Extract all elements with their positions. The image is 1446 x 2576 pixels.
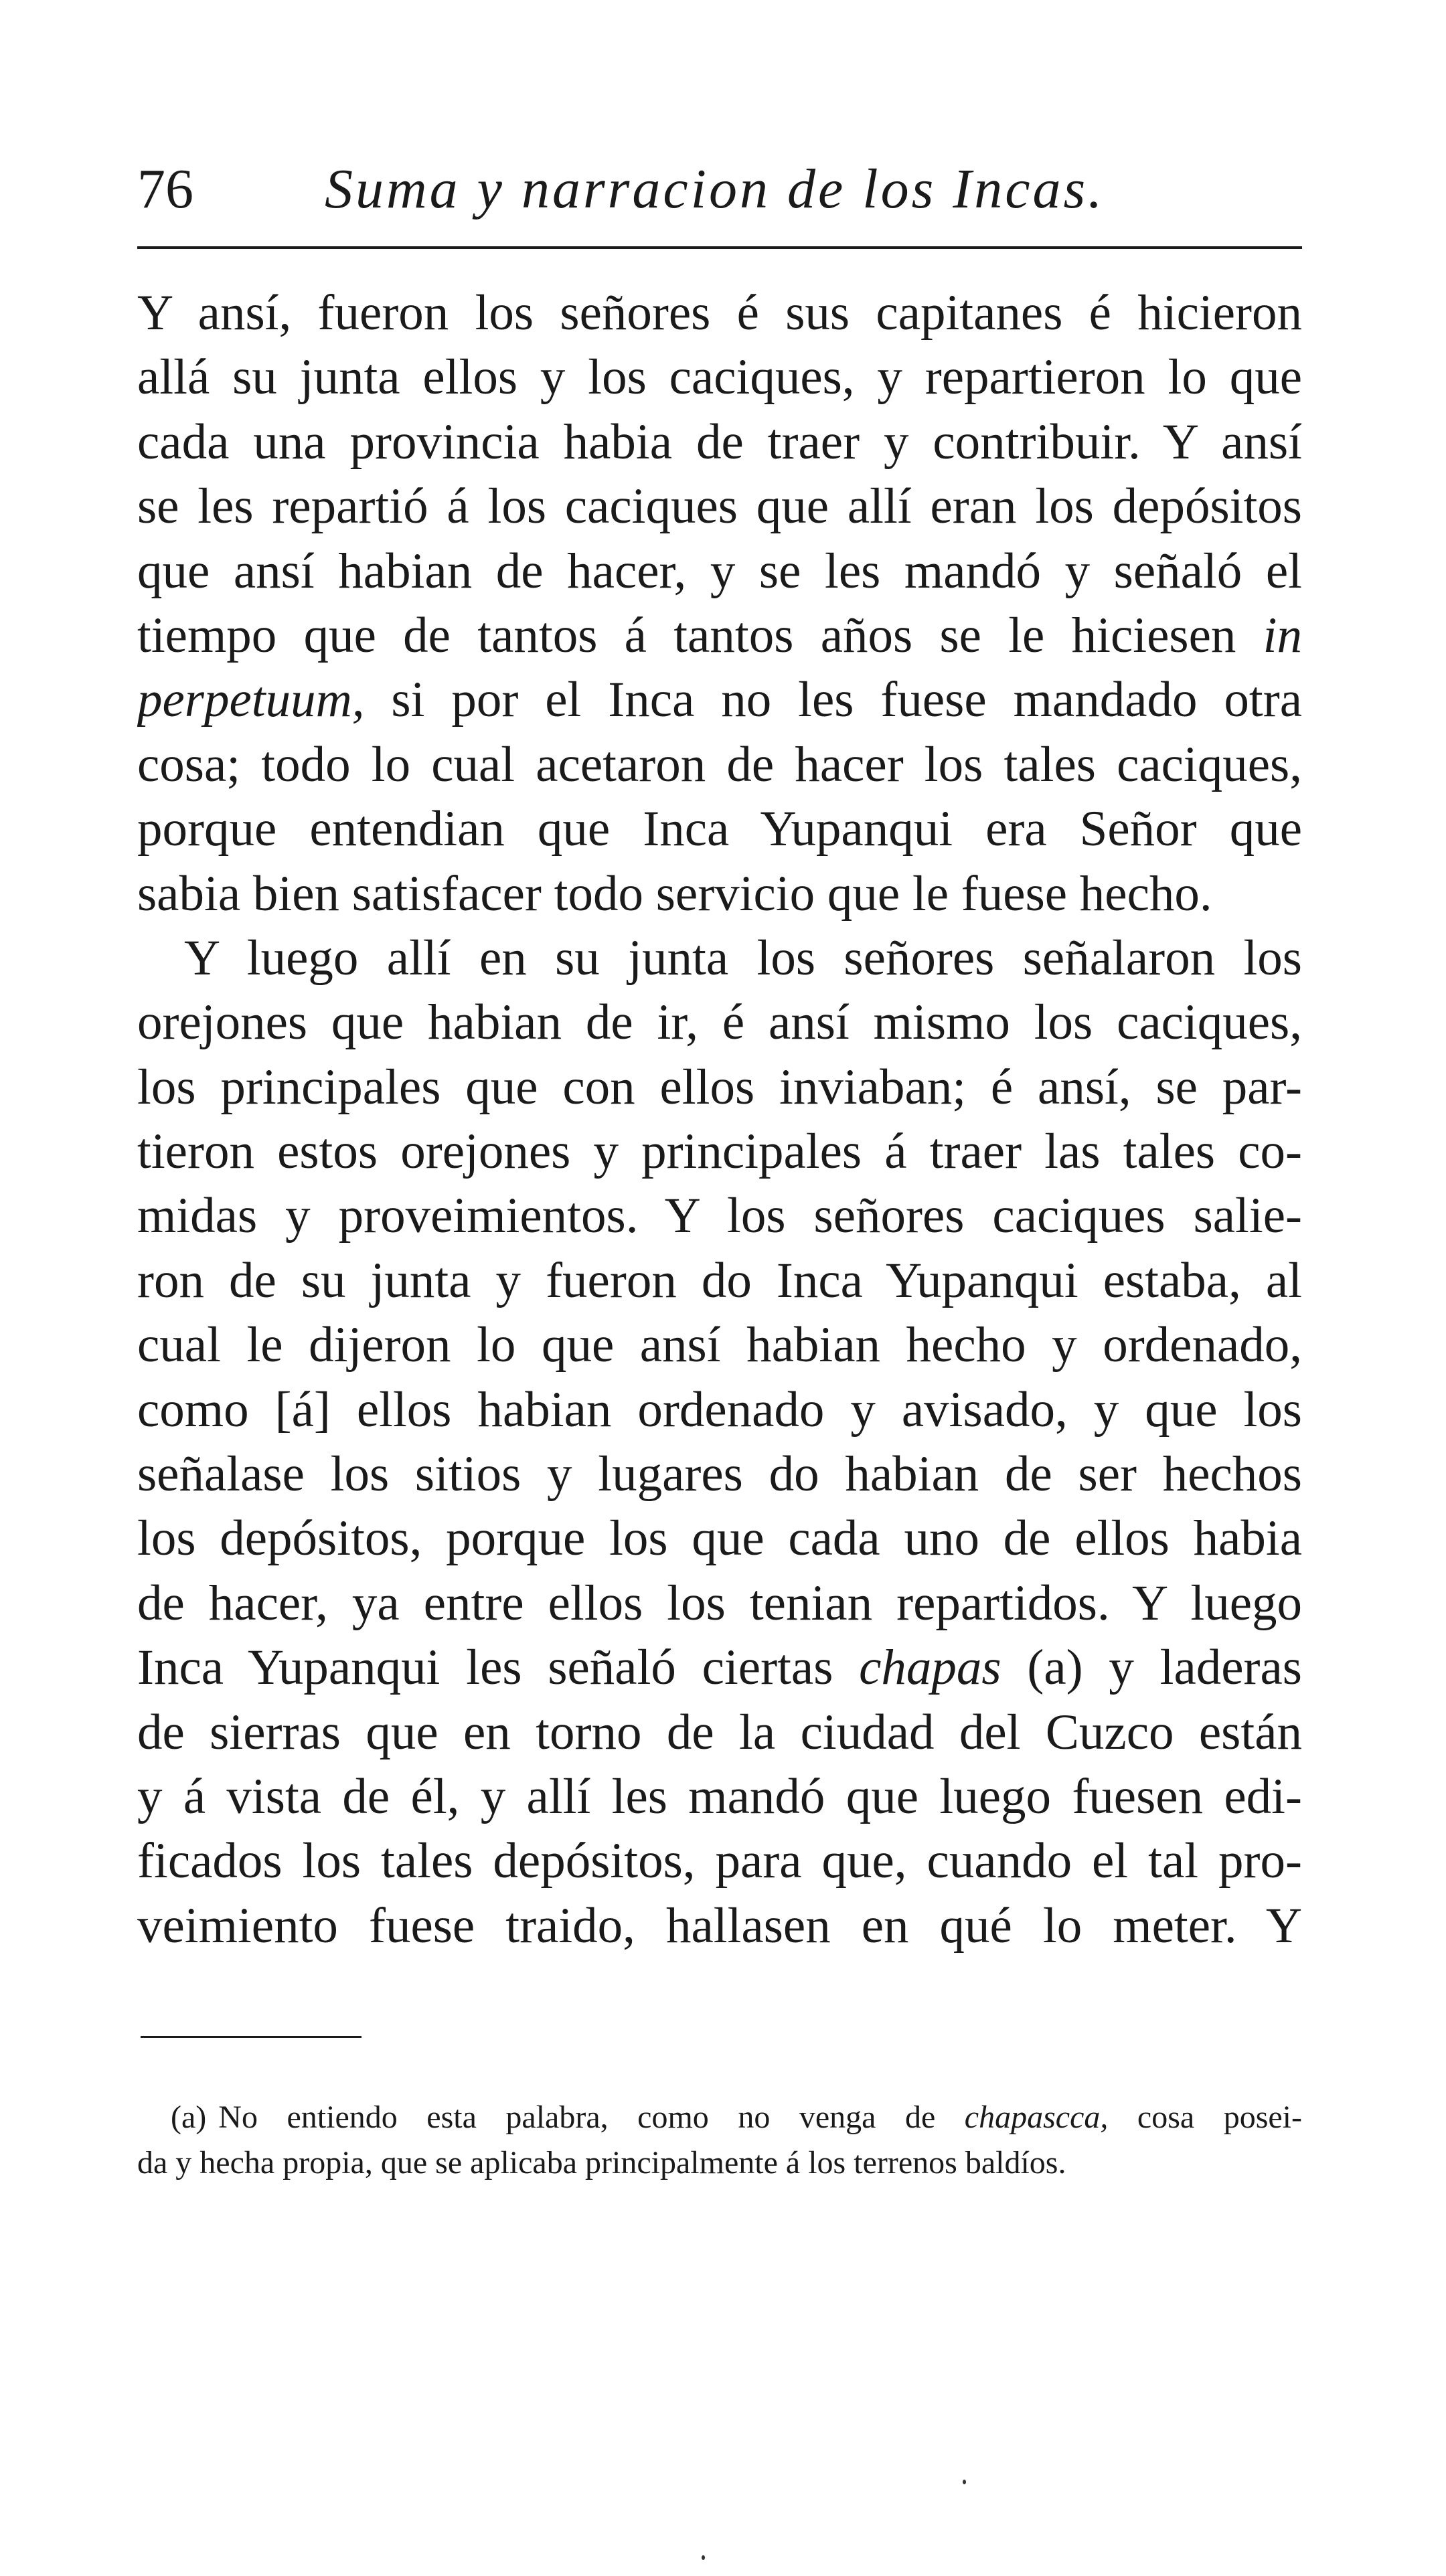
text-line: de hacer, ya entre ellos los tenian repartidos. Y luego [137,1575,1302,1631]
italic-text: perpetuum, [137,672,365,728]
text-line: como [á] ellos habian ordenado y avisado, y que los [137,1381,1302,1438]
text-line: sabia bien satisfacer todo servicio que le fuese hecho. [137,865,1212,922]
text-line: señalase los sitios y lugares do habian de ser hechos [137,1446,1302,1502]
text-line: Y luego allí en su junta los señores señalaron los [184,930,1302,986]
text-segment: si por el Inca no les fuese mandado otra [364,672,1302,728]
text-line: cada una provincia habia de traer y contribuir. Y ansí [137,414,1302,470]
text-segment: Inca Yupanqui les señaló ciertas [137,1640,860,1696]
print-speck [702,2555,705,2560]
running-title: Suma y narracion de los Incas. [325,158,1105,220]
text-segment: tiempo que de tantos á tantos años se le hiciesen [137,607,1263,663]
text-segment: No entiendo esta palabra, como no venga de [218,2099,965,2135]
text-line [137,604,1302,668]
text-line: de sierras que en torno de la ciudad del Cuzco están [137,1704,1302,1760]
header-rule [137,246,1302,249]
text-line: que ansí habian de hacer, y se les mandó y señaló el [137,543,1302,599]
text-segment: (a) y laderas [1001,1640,1302,1696]
text-line: cual le dijeron lo que ansí habian hecho y ordenado, [137,1317,1302,1373]
text-line: veimiento fuese traido, hallasen en qué lo meter. Y [137,1897,1302,1954]
text-line: tieron estos orejones y principales á traer las tales co- [137,1124,1302,1180]
text-line: se les repartió á los caciques que allí eran los depósitos [137,479,1302,535]
italic-text: chapascca, [964,2099,1109,2135]
page-number: 76 [137,158,193,220]
italic-text: chapas [859,1640,1001,1696]
footnote-line [137,2095,1302,2140]
running-head [137,153,1302,226]
footnote-marker: (a) [171,2099,207,2135]
print-speck [963,2480,966,2484]
text-line: ron de su junta y fueron do Inca Yupanqui estaba, al [137,1252,1302,1308]
footnote [137,2095,1302,2186]
body-text [137,281,1302,1958]
text-line: midas y proveimientos. Y los señores caciques salie- [137,1188,1302,1244]
text-segment: cosa posei- [1108,2099,1303,2135]
text-line [137,668,1302,732]
text-line: los principales que con ellos inviaban; é ansí, se par- [137,1059,1302,1115]
footnote-rule [141,2036,362,2038]
footnote-line: da y hecha propia, que se aplicaba principalmente á los terrenos baldíos. [137,2145,1066,2180]
text-line: porque entendian que Inca Yupanqui era Señor que [137,801,1302,857]
text-line [137,1636,1302,1700]
text-line: ficados los tales depósitos, para que, cuando el tal pro- [137,1833,1302,1889]
text-line: los depósitos, porque los que cada uno de ellos habia [137,1511,1302,1567]
text-line: cosa; todo lo cual acetaron de hacer los tales caciques, [137,736,1302,792]
text-line: orejones que habian de ir, é ansí mismo los caciques, [137,995,1302,1051]
text-line: allá su junta ellos y los caciques, y repartieron lo que [137,349,1302,406]
text-line: Y ansí, fueron los señores é sus capitanes é hicieron [137,285,1302,341]
italic-text: in [1263,607,1302,663]
text-line: y á vista de él, y allí les mandó que luego fuesen edi- [137,1768,1302,1824]
